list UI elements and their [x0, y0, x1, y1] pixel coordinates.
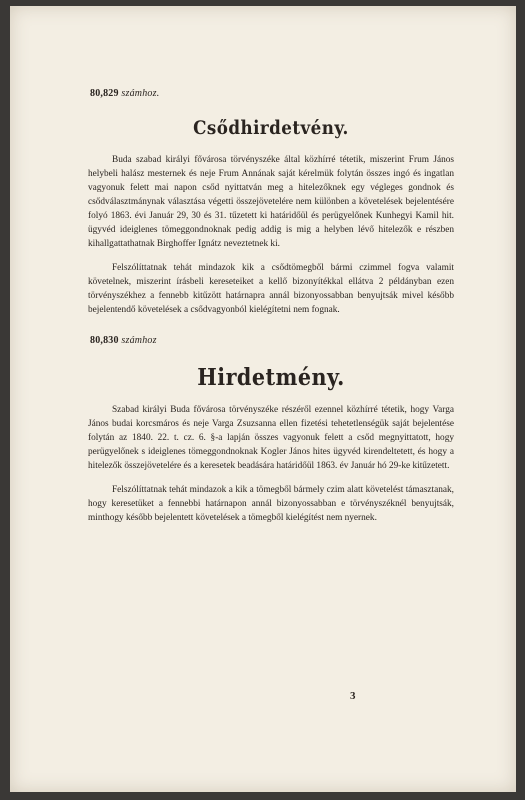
document-body: [88, 88, 454, 535]
document-page: [10, 6, 516, 792]
reference-number: [90, 88, 454, 99]
notice-announcement: [88, 335, 454, 525]
page-number: 3: [350, 690, 356, 702]
reference-number-value: 80,830: [90, 335, 119, 346]
reference-number-value: 80,829: [90, 88, 119, 99]
reference-number-word: számhoz: [121, 335, 157, 346]
notice-paragraph: Szabad királyi Buda fővárosa törvényszéke részéről ezennel közhírré tétetik, hogy Varga János budai korcsmáros és neje Varga Zsuzsanna ellen fizetési tehetetlenségük saját bejelentése folytán az 1840. 22. t. cz. 6. §-a lapján összes vagyonuk felett a csőd megnyittatott, hogy perügyelőnek s ideiglenes tömeggondnoknak Kogler János hites ügyvéd kirendeltetett, és hogy a hitelezők összejövetelére és a keresetek beadására határidőül 1863. év Január hó 29-ke kitűzetett.: [88, 405, 454, 471]
notice-paragraph: Felszólíttatnak tehát mindazok a kik a tömegből bármely czim alatt követelést támasztanak, hogy keresetüket a fennebbi határnapon annál bizonyossabban e törvényszéknél benyujtsák, minthogy később bejelentett követelések a tömegből kielégítést nem nyernek.: [88, 485, 454, 523]
notice-title: Hirdetmény.: [197, 364, 345, 391]
reference-number: [90, 335, 454, 346]
notice-paragraph: Felszólíttatnak tehát mindazok kik a csődtömegből bármi czimmel fogva valamit követelnek, miszerint írásbeli kereseteiket a kellő bizonyítékkal ellátva 2 példányban ezen törvényszékhez a fennebb kitűzött határnapra annál bizonyossabban benyujtsák mivel később bejelentendő követelések a csődvagyonból kielégítetni nem fognak.: [88, 263, 454, 315]
notice-paragraph: Buda szabad királyi fővárosa törvényszéke által közhírré tétetik, miszerint Frum János helybeli halász mesternek és neje Frum Annának saját kérelmük folytán összes ingó és ingatlan vagyonuk felett mai napon csőd nyittatván meg a hitelezőknek egy végleges gondnok és csődválasztmánynak választása végetti összejövetelére nem különben a követelések bejelentésére folyó 1863. évi Január 29, 30 és 31. tűzetett ki határidőül és perügyelőnek Kunhegyi Kamil hit. ügyvéd ideiglenes tömeggondnoknak pedig addig is mig a helyben lévő hitelezők e részben kihallgattathatnak Birghoffer Ignátz neveztetnek ki.: [88, 155, 454, 249]
notice-title: Csődhirdetvény.: [193, 117, 349, 139]
reference-number-word: számhoz.: [121, 88, 160, 99]
notice-bankruptcy: [88, 88, 454, 317]
